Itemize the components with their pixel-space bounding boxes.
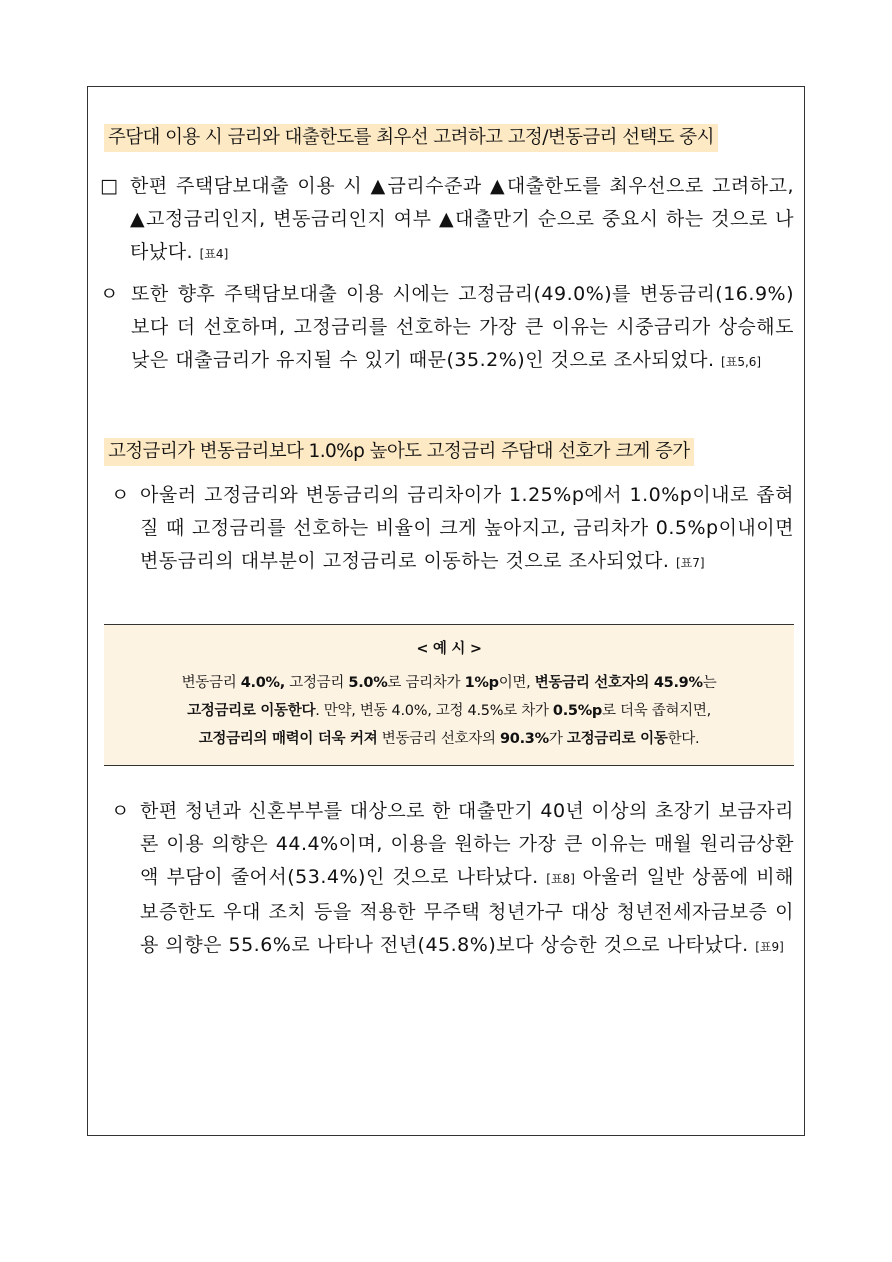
- table-ref-8: [표8]: [546, 872, 575, 886]
- paragraph-3-text: 아울러 고정금리와 변동금리의 금리차이가 1.25%p에서 1.0%p이내로 좁혀질 때 고정금리를 선호하는 비율이 크게 높아지고, 금리차가 0.5%p이내이면 변동금리의 대부분이 고정금리로 이동하는 것으로 조사되었다.: [140, 484, 794, 572]
- section-heading-1: 주담대 이용 시 금리와 대출한도를 최우선 고려하고 고정/변동금리 선택도 중시: [104, 124, 718, 152]
- example-bold: 고정금리의 매력이 더욱 커져: [198, 731, 378, 747]
- example-line-1: [112, 669, 786, 697]
- table-ref-5-6: [표5,6]: [721, 355, 762, 369]
- example-bold: 변동금리 선호자의 45.9%: [534, 675, 703, 691]
- example-text: 이면,: [498, 675, 535, 691]
- example-bold: 고정금리로 이동한다: [187, 703, 316, 719]
- circle-bullet: ㅇ: [111, 484, 130, 506]
- example-text: 고정금리: [284, 675, 349, 691]
- example-box: [104, 624, 794, 766]
- table-ref-7: [표7]: [676, 556, 705, 570]
- example-text: 로 금리차가: [387, 675, 465, 691]
- example-bold: 4.0%,: [240, 675, 285, 691]
- example-text: . 만약, 변동 4.0%, 고정 4.5%로 차가: [315, 703, 553, 719]
- section-heading-2: 고정금리가 변동금리보다 1.0%p 높아도 고정금리 주담대 선호가 크게 증가: [104, 438, 694, 466]
- paragraph-4: [140, 795, 794, 964]
- example-text: 한다.: [667, 731, 700, 747]
- paragraph-4-text-2: 아울러 일반 상품에 비해 보증한도 우대 조치 등을 적용한 무주택 청년가구 대상 청년전세자금보증 이용 의향은 55.6%로 나타나 전년(45.8%)보다 상승한 것으로 나타났다.: [140, 866, 794, 956]
- example-bold: 90.3%: [500, 731, 549, 747]
- table-ref-9: [표9]: [755, 940, 784, 954]
- paragraph-1: [130, 170, 794, 271]
- example-text: 로 더욱 좁혀지면,: [602, 703, 711, 719]
- paragraph-2: [131, 278, 794, 379]
- table-ref-4: [표4]: [199, 247, 229, 261]
- example-body: [104, 661, 794, 753]
- example-text: 변동금리 선호자의: [377, 731, 501, 747]
- example-line-3: [112, 725, 786, 753]
- example-bold: 1%p: [464, 675, 499, 691]
- paragraph-3: [140, 479, 794, 580]
- example-line-2: [112, 697, 786, 725]
- square-bullet: □: [100, 175, 118, 197]
- circle-bullet: ㅇ: [111, 800, 130, 822]
- document-frame: [87, 86, 805, 1136]
- paragraph-4-text: 한편 청년과 신혼부부를 대상으로 한 대출만기 40년 이상의 초장기 보금자리론 이용 의향은 44.4%이며, 이용을 원하는 가장 큰 이유는 매월 원리금상환액 부담이 줄어서(53.4%)인 것으로 나타났다.: [140, 800, 794, 888]
- paragraph-1-text: 한편 주택담보대출 이용 시 ▲금리수준과 ▲대출한도를 최우선으로 고려하고, ▲고정금리인지, 변동금리인지 여부 ▲대출만기 순으로 중요시 하는 것으로 나타났다.: [130, 175, 794, 263]
- example-text: 는: [702, 675, 717, 691]
- example-bold: 고정금리로 이동: [566, 731, 668, 747]
- circle-bullet: ㅇ: [100, 283, 119, 305]
- example-bold: 0.5%p: [552, 703, 603, 719]
- example-text: 변동금리: [181, 675, 241, 691]
- paragraph-2-text: 또한 향후 주택담보대출 이용 시에는 고정금리(49.0%)를 변동금리(16.9%) 보다 더 선호하며, 고정금리를 선호하는 가장 큰 이유는 시중금리가 상승해도 낮은 대출금리가 유지될 수 있기 때문(35.2%)인 것으로 조사되었다.: [131, 283, 794, 371]
- example-bold: 5.0%: [348, 675, 388, 691]
- example-title: < 예 시 >: [416, 641, 482, 657]
- example-text: 가: [548, 731, 567, 747]
